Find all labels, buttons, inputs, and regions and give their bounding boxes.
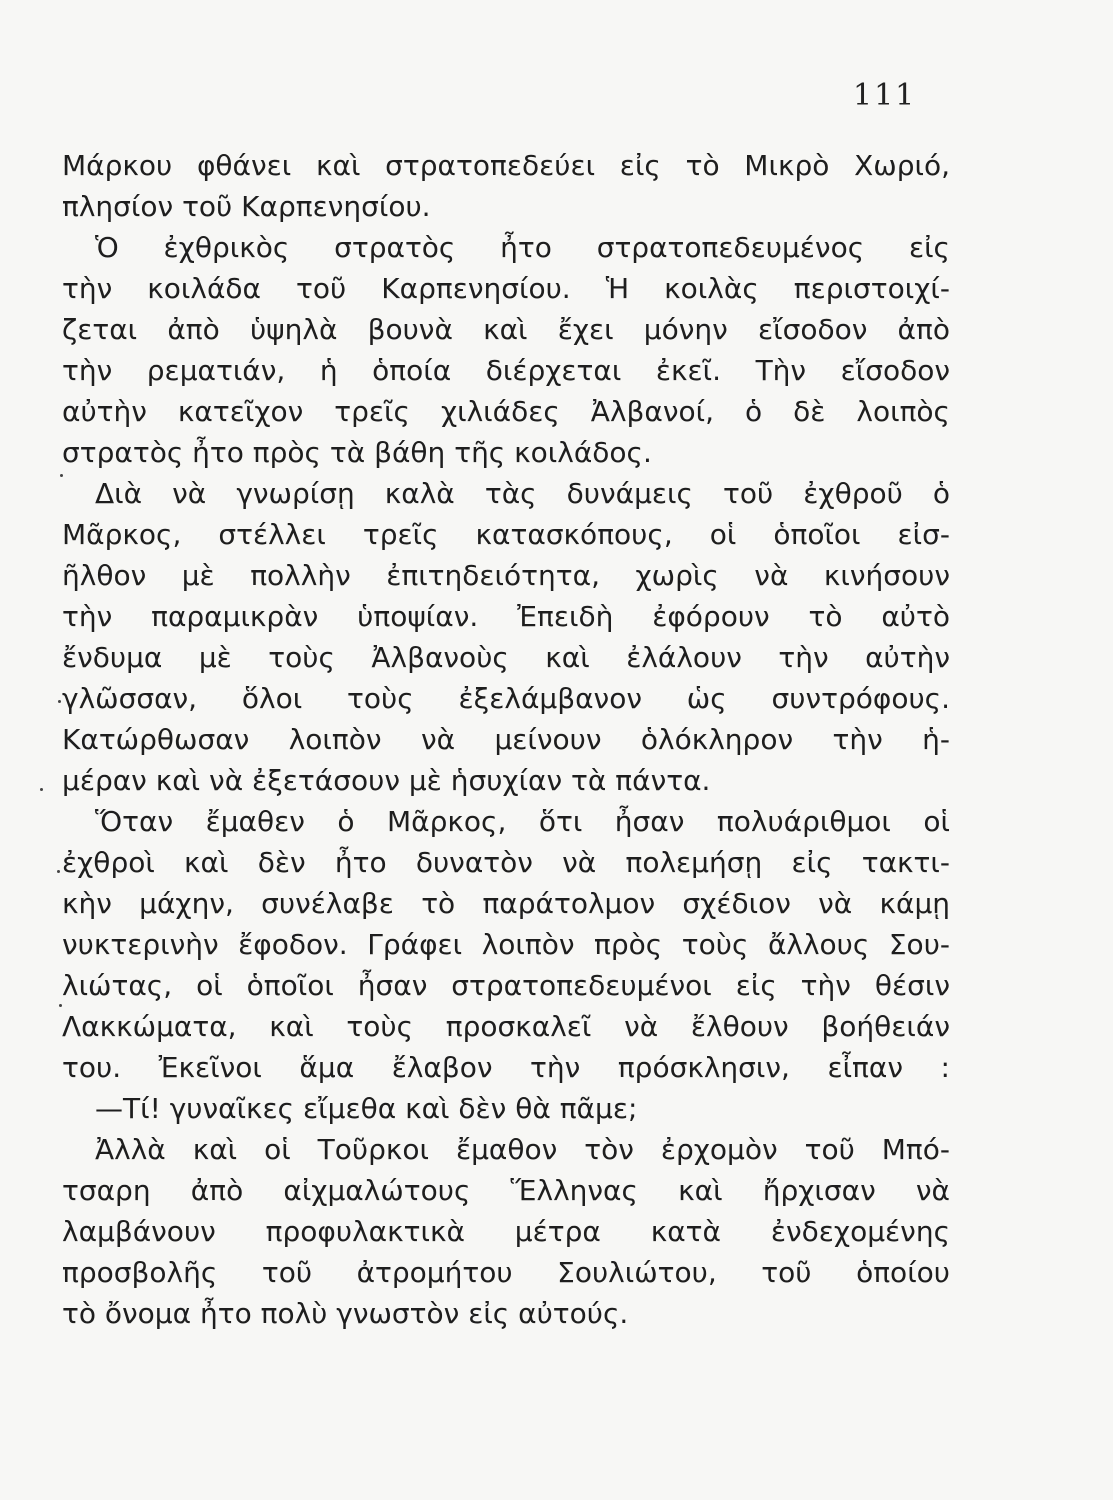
text-line-2: πλησίον τοῦ Καρπενησίου. [62, 190, 431, 223]
text-line-11: ῆλθον μὲ πολλὴν ἐπιτηδειότητα, χωρὶς νὰ κινήσουν [62, 559, 950, 592]
text-line-6: τὴν ρεματιάν, ἡ ὁποία διέρχεται ἐκεῖ. Τὴν εἴσοδον [62, 354, 950, 387]
text-line-20: νυκτερινὴν ἔφοδον. Γράφει λοιπὸν πρὸς τοὺς ἄλλους Σου- [62, 928, 950, 961]
text-line-3: Ὁ ἐχθρικὸς στρατὸς ἦτο στρατοπεδευμένος εἰς [95, 231, 950, 264]
text-line-15: Κατώρθωσαν λοιπὸν νὰ μείνουν ὁλόκληρον τὴν ἡ- [62, 723, 950, 756]
text-line-7: αὐτὴν κατεῖχον τρεῖς χιλιάδες Ἀλβανοί, ὁ δὲ λοιπὸς [62, 395, 950, 428]
page-number: 111 [853, 78, 917, 113]
scan-speck [59, 1004, 62, 1007]
text-line-8: στρατὸς ἦτο πρὸς τὰ βάθη τῆς κοιλάδος. [62, 436, 652, 469]
text-line-28: προσβολῆς τοῦ ἀτρομήτου Σουλιώτου, τοῦ ὁποίου [62, 1256, 950, 1289]
text-line-13: ἔνδυμα μὲ τοὺς Ἀλβανοὺς καὶ ἐλάλουν τὴν αὐτὴν [62, 641, 950, 674]
scan-speck [40, 788, 43, 791]
text-line-24: —Τί! γυναῖκες εἴμεθα καὶ δὲν θὰ πᾶμε; [95, 1092, 638, 1125]
text-line-14: γλῶσσαν, ὅλοι τοὺς ἐξελάμβανον ὡς συντρόφους. [62, 682, 950, 715]
text-line-5: ζεται ἀπὸ ὑψηλὰ βουνὰ καὶ ἔχει μόνην εἴσοδον ἀπὸ [62, 313, 950, 346]
text-line-4: τὴν κοιλάδα τοῦ Καρπενησίου. Ἡ κοιλὰς περιστοιχί- [62, 272, 950, 305]
text-line-29: τὸ ὄνομα ἦτο πολὺ γνωστὸν εἰς αὐτούς. [62, 1297, 629, 1330]
text-line-9: Διὰ νὰ γνωρίσῃ καλὰ τὰς δυνάμεις τοῦ ἐχθροῦ ὁ [95, 477, 950, 510]
text-line-18: ἐχθροὶ καὶ δὲν ἦτο δυνατὸν νὰ πολεμήσῃ εἰς τακτι- [62, 846, 950, 879]
text-line-12: τὴν παραμικρὰν ὑποψίαν. Ἐπειδὴ ἐφόρουν τὸ αὐτὸ [62, 600, 950, 633]
text-line-10: Μᾶρκος, στέλλει τρεῖς κατασκόπους, οἱ ὁποῖοι εἰσ- [62, 518, 950, 551]
text-line-25: Ἀλλὰ καὶ οἱ Τοῦρκοι ἔμαθον τὸν ἐρχομὸν τοῦ Μπό- [95, 1133, 950, 1166]
text-line-23: του. Ἐκεῖνοι ἅμα ἔλαβον τὴν πρόσκλησιν, εἶπαν : [62, 1051, 950, 1084]
text-line-17: Ὅταν ἔμαθεν ὁ Μᾶρκος, ὅτι ἦσαν πολυάριθμοι οἱ [95, 805, 950, 838]
text-line-21: λιώτας, οἱ ὁποῖοι ἦσαν στρατοπεδευμένοι εἰς τὴν θέσιν [62, 969, 950, 1002]
scan-speck [60, 474, 63, 477]
text-line-27: λαμβάνουν προφυλακτικὰ μέτρα κατὰ ἐνδεχομένης [62, 1215, 950, 1248]
text-line-19: κὴν μάχην, συνέλαβε τὸ παράτολμον σχέδιον νὰ κάμῃ [62, 887, 950, 920]
text-line-22: Λακκώματα, καὶ τοὺς προσκαλεῖ νὰ ἔλθουν βοήθειάν [62, 1010, 950, 1043]
scan-speck [58, 700, 61, 703]
text-line-16: μέραν καὶ νὰ ἐξετάσουν μὲ ἡσυχίαν τὰ πάντα. [62, 764, 711, 797]
text-line-26: τσαρη ἀπὸ αἰχμαλώτους Ἕλληνας καὶ ἤρχισαν νὰ [62, 1174, 950, 1207]
text-line-1: Μάρκου φθάνει καὶ στρατοπεδεύει εἰς τὸ Μικρὸ Χωριό, [62, 149, 950, 182]
scan-speck [57, 870, 60, 873]
